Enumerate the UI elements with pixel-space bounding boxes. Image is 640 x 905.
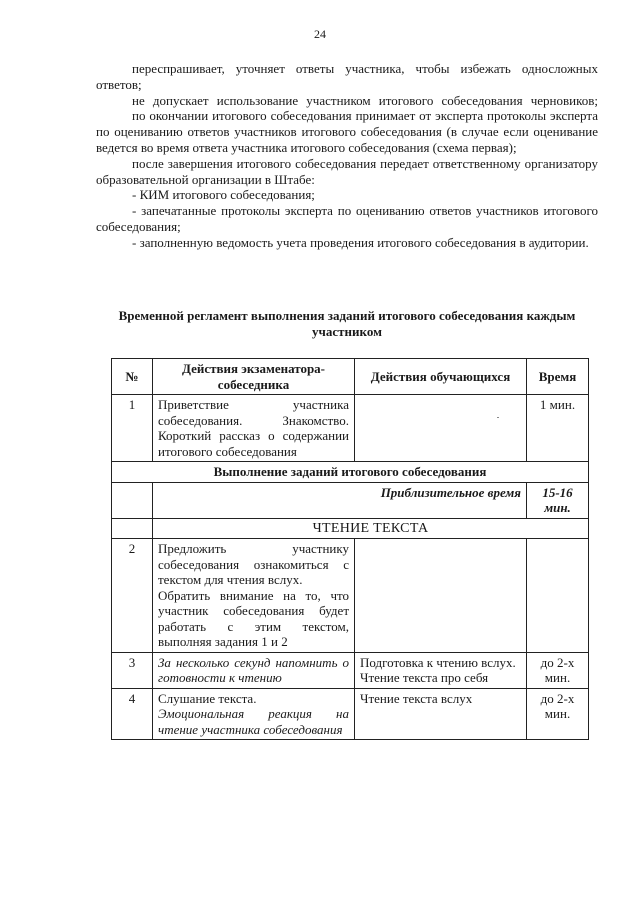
time-cell: [527, 539, 589, 653]
header-student-actions: Действия обучающихся: [355, 359, 527, 395]
list-item-kim: - КИМ итогового собеседования;: [132, 187, 315, 203]
paragraph-clarify: переспрашивает, уточняет ответы участника, чтобы избежать односложных ответов;: [96, 61, 598, 92]
student-action: [355, 395, 527, 462]
header-examiner-actions: Действия экзаменатора-собеседника: [153, 359, 355, 395]
examiner-action: [153, 539, 355, 653]
table-title: Временной регламент выполнения заданий итогового собеседования каждым участником: [118, 308, 576, 339]
time-cell: до 2-х мин.: [527, 652, 589, 688]
paragraph-handover: после завершения итогового собеседования передает ответственному организатору образовательной организации в Штабе:: [96, 155, 598, 187]
section-header: Выполнение заданий итогового собеседования: [112, 462, 589, 483]
student-action: [355, 539, 527, 653]
header-number: №: [112, 359, 153, 395]
section-header-row: [112, 462, 589, 483]
row-number: 4: [112, 688, 153, 740]
examiner-action-part: Слушание текста.: [158, 690, 257, 706]
examiner-action: За несколько секунд напомнить о готовности к чтению: [153, 652, 355, 688]
student-action-part: Подготовка к чтению вслух.: [360, 654, 516, 670]
table-row: [112, 395, 589, 462]
examiner-action: Приветствие участника собеседования. Знакомство. Короткий рассказ о содержании итогового собеседования: [153, 395, 355, 462]
examiner-action-part: Эмоциональная реакция на чтение участника собеседования: [158, 706, 349, 737]
list-item-sealed-protocols: - запечатанные протоколы эксперта по оцениванию ответов участников итогового собеседования;: [96, 203, 598, 234]
student-action-part: Чтение текста про себя: [360, 670, 489, 685]
scan-speck: [497, 417, 499, 418]
approx-time-label: Приблизительное время: [153, 482, 527, 518]
approx-time-row: [112, 482, 589, 518]
examiner-action-part: Предложить участнику собеседования ознакомиться с текстом для чтения вслух.: [158, 541, 349, 587]
paragraph-protocols: по окончании итогового собеседования принимает от эксперта протоколы эксперта по оцениванию ответов участников итогового собеседования (в случае если оценивание ведется во время ответа участника итогового собеседования (схема первая);: [96, 108, 598, 155]
list-item-register: - заполненную ведомость учета проведения итогового собеседования в аудитории.: [132, 234, 589, 250]
examiner-action: [153, 688, 355, 740]
table-row: [112, 652, 589, 688]
examiner-action-part: Обратить внимание на то, что участник собеседования будет работать с этим текстом, выполняя задания 1 и 2: [158, 587, 349, 649]
row-number: 2: [112, 539, 153, 653]
paragraph-drafts: не допускает использование участником итогового собеседования черновиков;: [132, 92, 598, 108]
reading-section-header: ЧТЕНИЕ ТЕКСТА: [153, 518, 589, 539]
time-cell: до 2-х мин.: [527, 688, 589, 740]
page-number: 24: [314, 27, 326, 41]
time-cell: 1 мин.: [527, 395, 589, 462]
empty-cell: [112, 518, 153, 539]
body-text: [96, 61, 598, 251]
header-time: Время: [527, 359, 589, 395]
schedule-table: [111, 358, 589, 740]
row-number: 3: [112, 652, 153, 688]
table-row: [112, 688, 589, 740]
table-row: [112, 539, 589, 653]
approx-time-value: 15-16 мин.: [527, 482, 589, 518]
reading-header-row: [112, 518, 589, 539]
student-action: [355, 652, 527, 688]
student-action: Чтение текста вслух: [355, 688, 527, 740]
table-header-row: [112, 359, 589, 395]
row-number: 1: [112, 395, 153, 462]
empty-cell: [112, 482, 153, 518]
